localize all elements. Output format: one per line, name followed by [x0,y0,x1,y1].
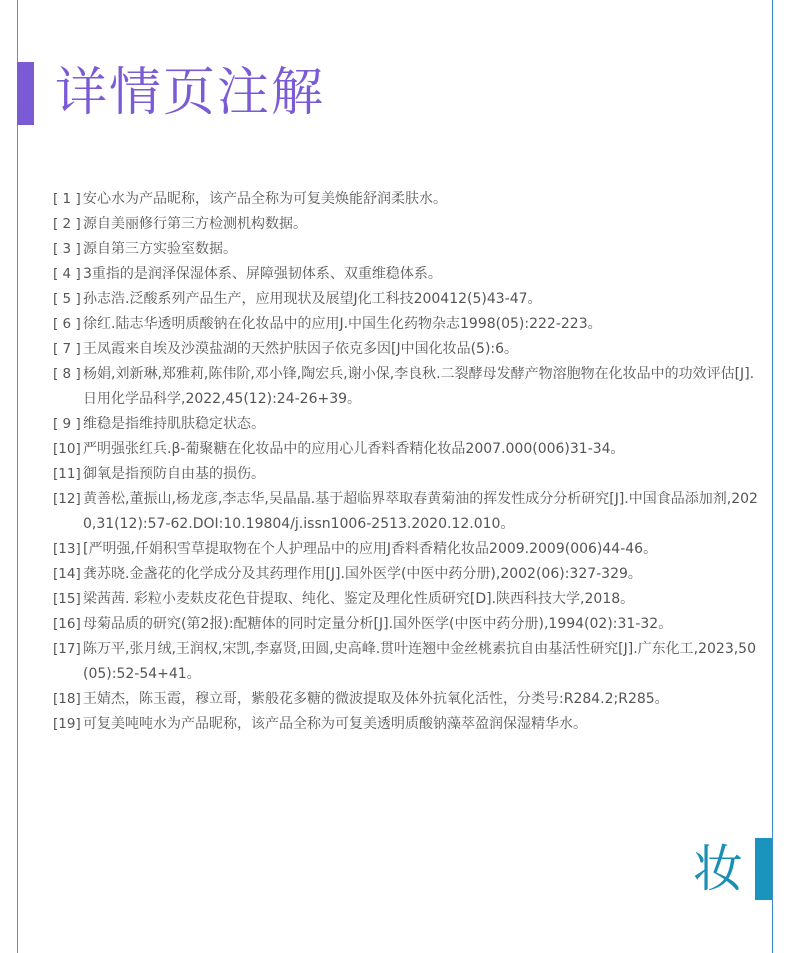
note-number: [ 3 ] [53,241,81,257]
note-item [53,412,758,437]
note-number: [ 7 ] [53,341,81,357]
note-item [53,287,758,312]
note-text: 杨娟,刘新琳,郑雅莉,陈伟阶,邓小锋,陶宏兵,谢小保,李良秋.二裂酵母发酵产物溶胞物在化妆品中的功效评估[J].日用化学品科学,2022,45(12):24-26+39。 [83,366,755,407]
note-item [53,187,758,212]
note-text: 龚苏晓.金盏花的化学成分及其药理作用[J].国外医学(中医中药分册),2002(06):327-329。 [83,566,642,582]
note-text: 徐红.陆志华透明质酸钠在化妆品中的应用J.中国生化药物杂志1998(05):222-223。 [83,316,602,332]
right-frame-line [772,0,773,953]
note-item [53,687,758,712]
footer-character: 妆 [693,840,743,898]
note-text: 陈万平,张月绒,王润权,宋凯,李嘉贤,田圆,史高峰.贯叶连翘中金丝桃素抗自由基活性研究[J].广东化工,2023,50(05):52-54+41。 [83,641,756,682]
note-number: [19] [53,716,81,732]
note-item [53,237,758,262]
note-number: [ 4 ] [53,266,81,282]
note-number: [ 6 ] [53,316,81,332]
note-text: 御氧是指预防自由基的损伤。 [83,466,265,482]
note-item [53,587,758,612]
note-number: [16] [53,616,81,632]
note-item [53,712,758,737]
note-number: [ 8 ] [53,366,81,382]
note-item [53,312,758,337]
note-item [53,487,758,537]
note-text: 源自美丽修行第三方检测机构数据。 [83,216,307,232]
note-text: 可复美吨吨水为产品昵称，该产品全称为可复美透明质酸钠藻萃盈润保湿精华水。 [83,716,587,732]
note-number: [18] [53,691,81,707]
notes-list [53,187,758,737]
page-title: 详情页注解 [55,63,326,123]
note-item [53,612,758,637]
note-number: [12] [53,491,81,507]
note-number: [10] [53,441,81,457]
left-frame-line [17,0,18,953]
note-text: 梁茜茜. 彩粒小麦麸皮花色苷提取、纯化、鉴定及理化性质研究[D].陕西科技大学,2018。 [83,591,635,607]
note-number: [ 5 ] [53,291,81,307]
note-item [53,362,758,412]
note-number: [15] [53,591,81,607]
note-item [53,262,758,287]
title-accent-bar [17,62,34,125]
note-text: 维稳是指维持肌肤稳定状态。 [83,416,265,432]
note-text: 王婧杰，陈玉霞，穆立哥，紫般花多糖的微波提取及体外抗氧化活性，分类号:R284.2;R285。 [83,691,669,707]
note-text: 源自第三方实验室数据。 [83,241,237,257]
note-number: [ 9 ] [53,416,81,432]
note-text: 3重指的是润泽保湿体系、屏障强韧体系、双重维稳体系。 [83,266,442,282]
note-number: [13] [53,541,81,557]
note-item [53,637,758,687]
note-text: 安心水为产品昵称，该产品全称为可复美焕能舒润柔肤水。 [83,191,447,207]
note-number: [17] [53,641,81,657]
note-number: [ 2 ] [53,216,81,232]
note-text: 严明强张红兵.β-葡聚糖在化妆品中的应用心儿香料香精化妆品2007.000(006)31-34。 [83,441,625,457]
note-text: [严明强,仟娟积雪草提取物在个人护理品中的应用J香料香精化妆品2009.2009(006)44-46。 [83,541,658,557]
note-number: [14] [53,566,81,582]
note-item [53,537,758,562]
note-item [53,462,758,487]
note-text: 黄善松,董振山,杨龙彦,李志华,吴晶晶.基于超临界萃取春黄菊油的挥发性成分分析研究[J].中国食品添加剂,2020,31(12):57-62.DOI:10.19804/j.issn1006-2513.2020.12.010。 [83,491,758,532]
note-number: [ 1 ] [53,191,81,207]
note-text: 王凤霞来自埃及沙漠盐湖的天然护肤因子依克多因[J中国化妆品(5):6。 [83,341,519,357]
note-item [53,562,758,587]
note-item [53,437,758,462]
note-item [53,337,758,362]
footer-accent-bar [755,838,772,900]
note-number: [11] [53,466,81,482]
note-item [53,212,758,237]
note-text: 孙志浩.泛酸系列产品生产，应用现状及展望J化工科技200412(5)43-47。 [83,291,542,307]
note-text: 母菊品质的研究(第2报):配糖体的同时定量分析[J].国外医学(中医中药分册),1994(02):31-32。 [83,616,673,632]
